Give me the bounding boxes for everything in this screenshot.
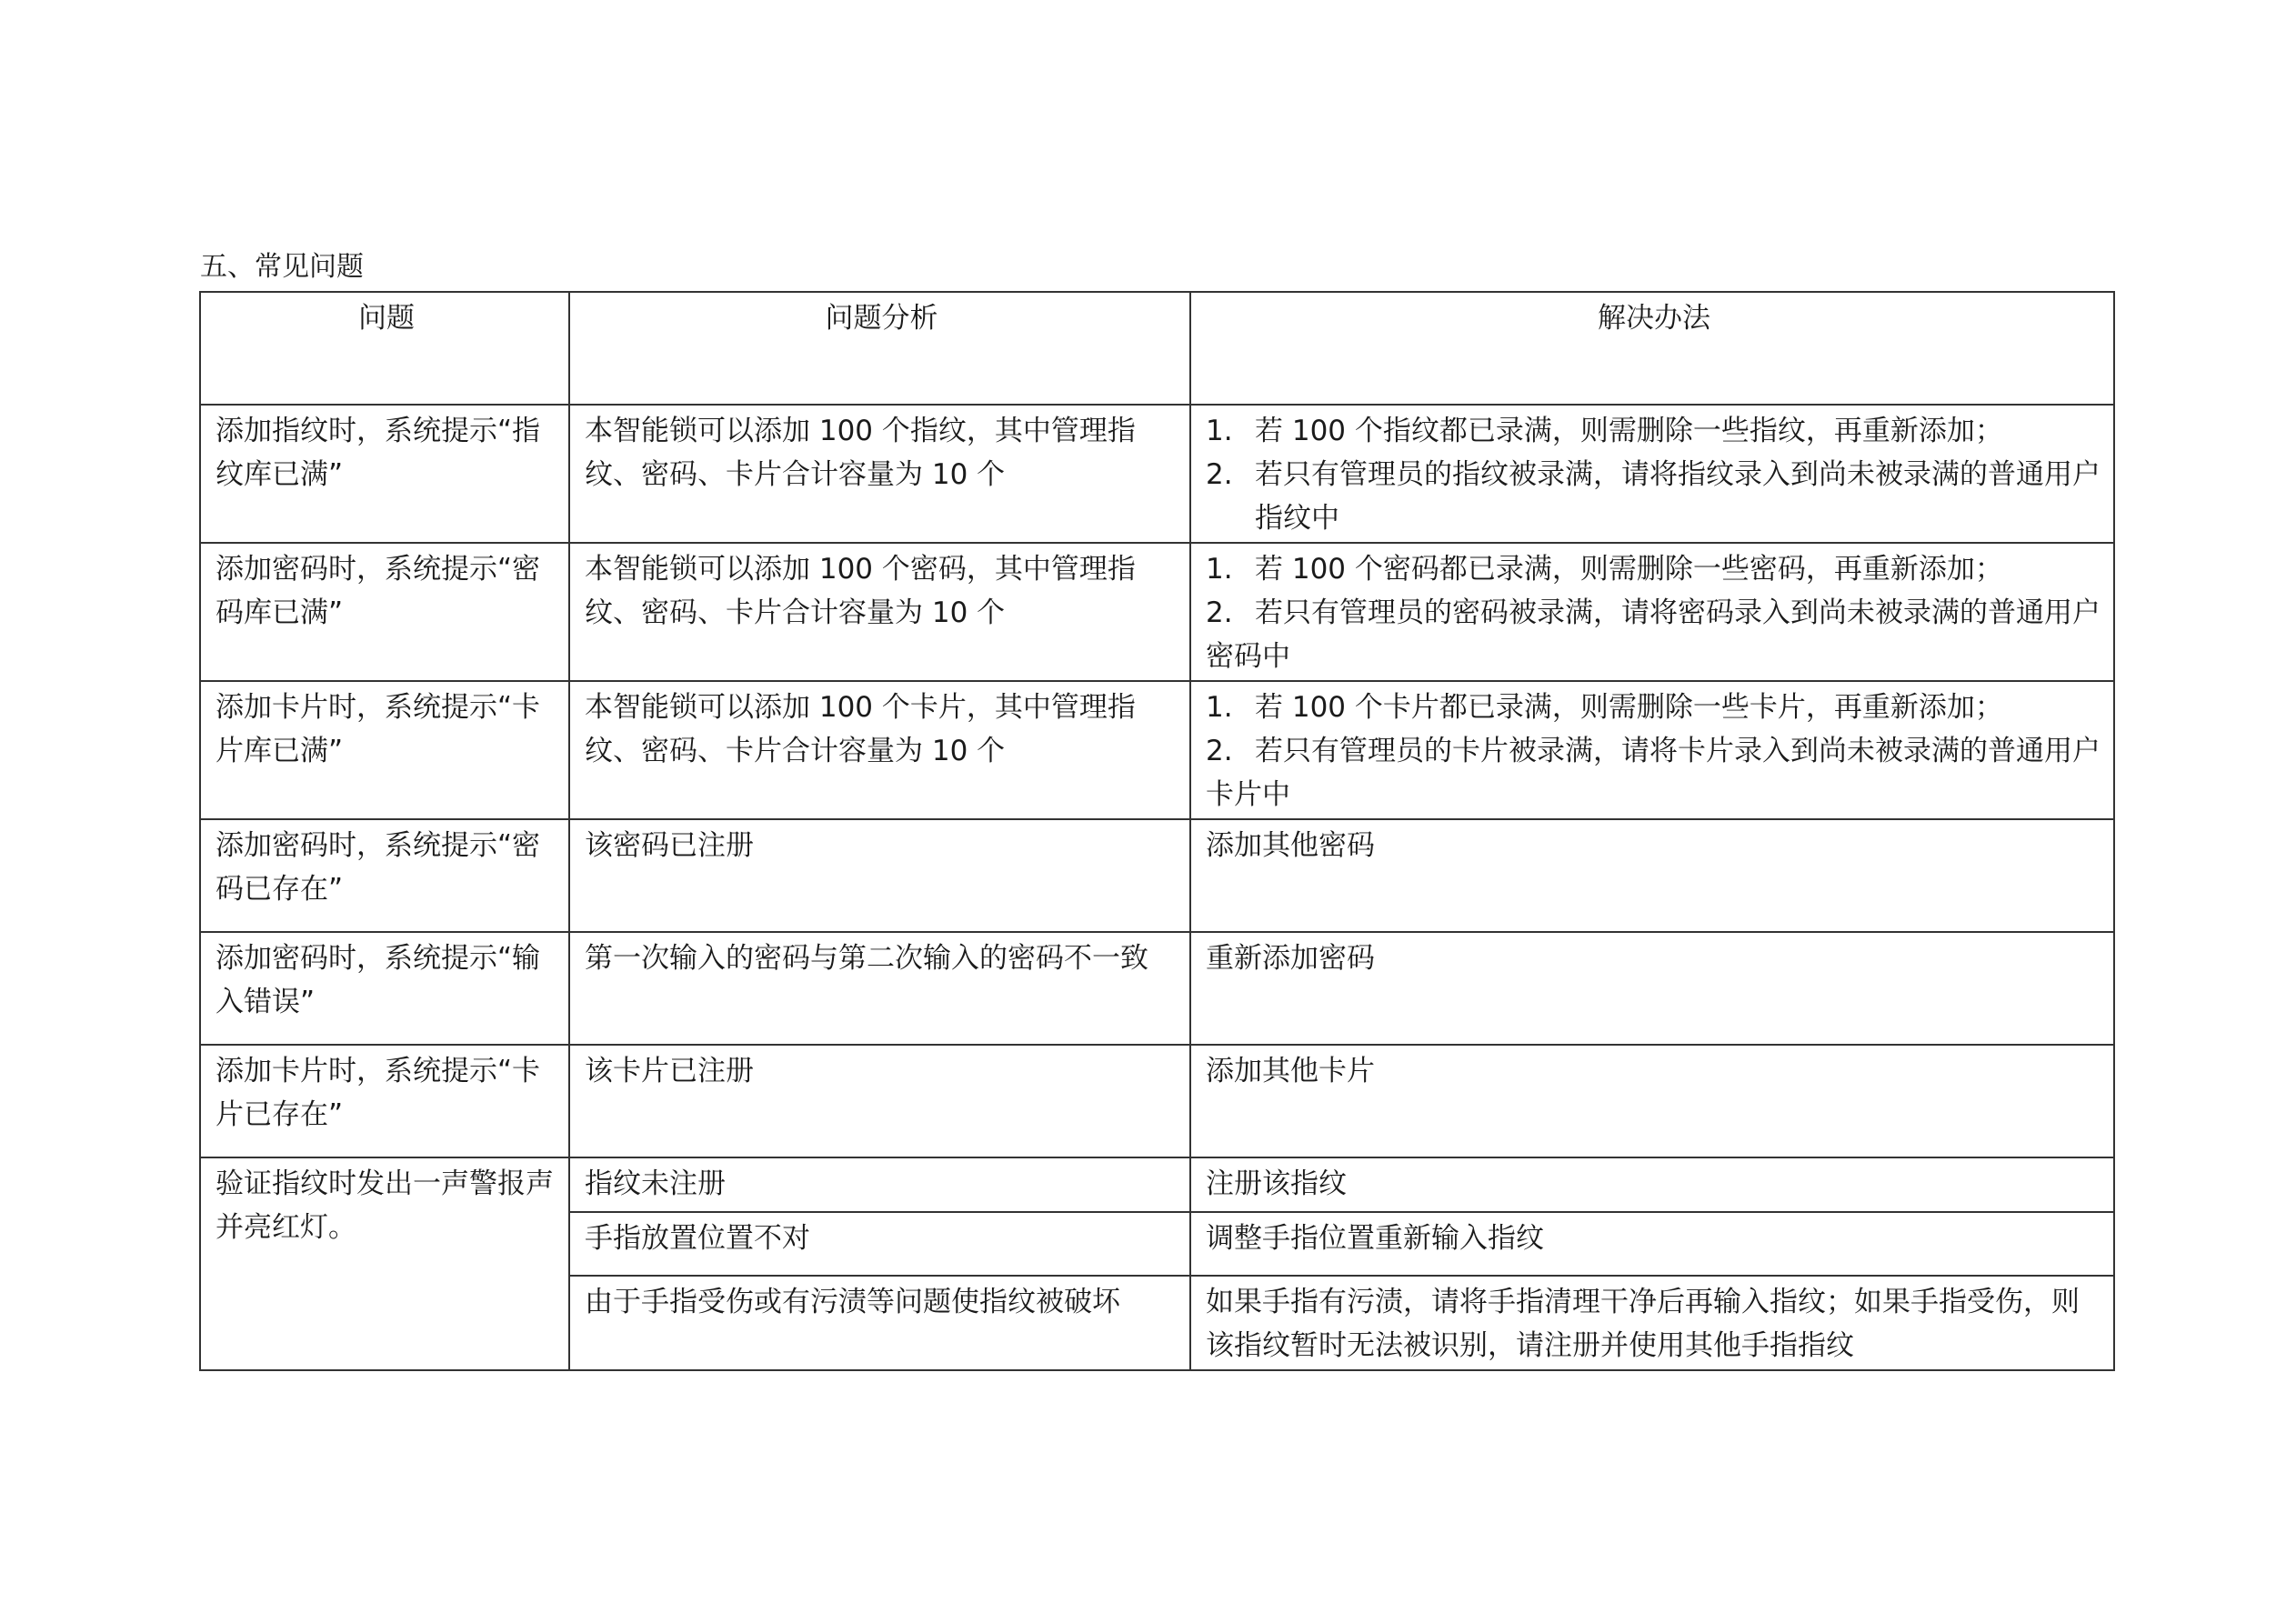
solution-text: 若 100 个卡片都已录满，则需删除一些卡片，再重新添加； bbox=[1255, 691, 2003, 724]
table-row bbox=[200, 543, 2114, 681]
solution-cell: 注册该指纹 bbox=[1190, 1157, 2114, 1212]
solution-number: 2 . bbox=[1206, 591, 1233, 635]
solution-number: 1 . bbox=[1206, 547, 1233, 591]
solution-list bbox=[1206, 547, 2102, 678]
solution-item bbox=[1206, 591, 2102, 678]
problem-cell: 添加密码时，系统提示“密码库已满” bbox=[200, 543, 569, 681]
solution-cell bbox=[1190, 405, 2114, 543]
table-row bbox=[200, 819, 2114, 932]
problem-cell: 验证指纹时发出一声警报声并亮红灯。 bbox=[200, 1157, 569, 1370]
table-row bbox=[200, 1045, 2114, 1157]
solution-list bbox=[1206, 409, 2102, 540]
solution-cell: 添加其他卡片 bbox=[1190, 1045, 2114, 1157]
faq-table bbox=[199, 291, 2115, 1371]
problem-cell: 添加卡片时，系统提示“卡片已存在” bbox=[200, 1045, 569, 1157]
solution-number: 2 . bbox=[1206, 453, 1233, 496]
solution-number: 1 . bbox=[1206, 409, 1233, 453]
column-header-solution: 解决办法 bbox=[1190, 292, 2114, 405]
solution-number: 2 . bbox=[1206, 729, 1233, 773]
table-row bbox=[200, 932, 2114, 1045]
table-row bbox=[200, 681, 2114, 819]
solution-item bbox=[1206, 453, 2102, 540]
analysis-cell: 该密码已注册 bbox=[569, 819, 1190, 932]
problem-cell: 添加密码时，系统提示“密码已存在” bbox=[200, 819, 569, 932]
solution-list bbox=[1206, 686, 2102, 817]
analysis-cell: 该卡片已注册 bbox=[569, 1045, 1190, 1157]
problem-cell: 添加卡片时，系统提示“卡片库已满” bbox=[200, 681, 569, 819]
solution-text: 若 100 个密码都已录满，则需删除一些密码，再重新添加； bbox=[1255, 553, 2003, 586]
table-row bbox=[200, 1157, 2114, 1212]
solution-cell: 重新添加密码 bbox=[1190, 932, 2114, 1045]
solution-cell bbox=[1190, 543, 2114, 681]
analysis-cell: 手指放置位置不对 bbox=[569, 1212, 1190, 1276]
solution-cell: 如果手指有污渍，请将手指清理干净后再输入指纹；如果手指受伤，则该指纹暂时无法被识别，请注册并使用其他手指指纹 bbox=[1190, 1276, 2114, 1370]
solution-item bbox=[1206, 729, 2102, 817]
solution-item bbox=[1206, 686, 2102, 729]
table-row bbox=[200, 405, 2114, 543]
analysis-cell: 本智能锁可以添加 100 个密码，其中管理指纹、密码、卡片合计容量为 10 个 bbox=[569, 543, 1190, 681]
analysis-cell: 指纹未注册 bbox=[569, 1157, 1190, 1212]
solution-item bbox=[1206, 547, 2102, 591]
analysis-cell: 本智能锁可以添加 100 个卡片，其中管理指纹、密码、卡片合计容量为 10 个 bbox=[569, 681, 1190, 819]
solution-cell: 调整手指位置重新输入指纹 bbox=[1190, 1212, 2114, 1276]
analysis-cell: 第一次输入的密码与第二次输入的密码不一致 bbox=[569, 932, 1190, 1045]
analysis-cell: 本智能锁可以添加 100 个指纹，其中管理指纹、密码、卡片合计容量为 10 个 bbox=[569, 405, 1190, 543]
solution-cell bbox=[1190, 681, 2114, 819]
solution-number: 1 . bbox=[1206, 686, 1233, 729]
column-header-analysis: 问题分析 bbox=[569, 292, 1190, 405]
column-header-problem: 问题 bbox=[200, 292, 569, 405]
solution-item bbox=[1206, 409, 2102, 453]
problem-cell: 添加指纹时，系统提示“指纹库已满” bbox=[200, 405, 569, 543]
analysis-cell: 由于手指受伤或有污渍等问题使指纹被破坏 bbox=[569, 1276, 1190, 1370]
table-header-row bbox=[200, 292, 2114, 405]
problem-cell: 添加密码时，系统提示“输入错误” bbox=[200, 932, 569, 1045]
solution-cell: 添加其他密码 bbox=[1190, 819, 2114, 932]
solution-text: 若只有管理员的指纹被录满，请将指纹录入到尚未被录满的普通用户指纹中 bbox=[1255, 458, 2100, 535]
solution-text: 若 100 个指纹都已录满，则需删除一些指纹，再重新添加； bbox=[1255, 415, 2003, 447]
solution-text: 若只有管理员的卡片被录满，请将卡片录入到尚未被录满的普通用户卡片中 bbox=[1206, 735, 2100, 811]
solution-text: 若只有管理员的密码被录满，请将密码录入到尚未被录满的普通用户密码中 bbox=[1206, 596, 2100, 673]
section-title: 五、常见问题 bbox=[200, 251, 364, 283]
